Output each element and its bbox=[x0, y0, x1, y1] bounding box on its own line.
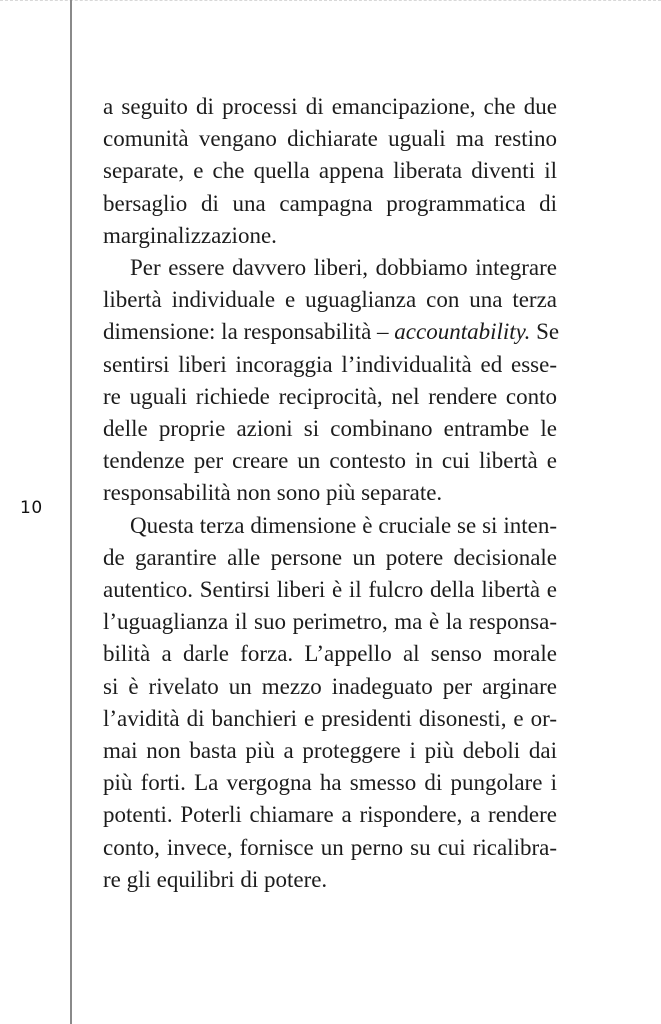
text-line: mai non basta più a proteggere i più deboli dai bbox=[103, 738, 557, 764]
text-line: re uguali richiede reciprocità, nel rendere conto bbox=[103, 383, 557, 409]
text-line-with-italic bbox=[103, 316, 560, 348]
paragraph-1 bbox=[103, 91, 557, 252]
text-line: autentico. Sentirsi liberi è il fulcro della libertà e bbox=[103, 577, 557, 603]
text-line: Questa terza dimensione è cruciale se si inten- bbox=[130, 512, 557, 538]
text-line: responsabilità non sono più separate. bbox=[103, 480, 443, 506]
text-line: marginalizzazione. bbox=[103, 222, 277, 248]
text-segment: Se bbox=[536, 319, 560, 345]
paragraph-2 bbox=[103, 252, 560, 510]
text-line: bersaglio di una campagna programmatica di bbox=[103, 190, 557, 216]
page-top-border bbox=[0, 0, 661, 1]
text-line: conto, invece, fornisce un perno su cui ricalibra- bbox=[103, 834, 557, 860]
text-line: l’avidità di banchieri e presidenti disonesti, e or- bbox=[103, 705, 557, 731]
text-line: l’uguaglianza il suo perimetro, ma è la responsa- bbox=[103, 609, 557, 635]
page-number: 10 bbox=[20, 498, 43, 518]
paragraph-3 bbox=[103, 510, 557, 896]
text-line: tendenze per creare un contesto in cui libertà e bbox=[103, 448, 557, 474]
text-segment: dimensione: la responsabilità – bbox=[103, 319, 389, 345]
text-line: de garantire alle persone un potere decisionale bbox=[103, 544, 557, 570]
text-line: più forti. La vergogna ha smesso di pungolare i bbox=[103, 770, 557, 796]
text-line: potenti. Poterli chiamare a rispondere, a rendere bbox=[103, 802, 557, 828]
text-line: libertà individuale e uguaglianza con una terza bbox=[103, 287, 557, 313]
text-line: comunità vengano dichiarate uguali ma restino bbox=[103, 126, 557, 152]
text-line: Per essere davvero liberi, dobbiamo integrare bbox=[130, 255, 557, 281]
text-line: si è rivelato un mezzo inadeguato per arginare bbox=[103, 673, 557, 699]
text-line: sentirsi liberi incoraggia l’individualità ed esse- bbox=[103, 351, 557, 377]
text-line: bilità a darle forza. L’appello al senso morale bbox=[103, 641, 557, 667]
text-line: a seguito di processi di emancipazione, che due bbox=[103, 94, 557, 119]
text-line: separate, e che quella appena liberata diventi il bbox=[103, 158, 557, 184]
margin-rule bbox=[70, 0, 72, 1024]
body-text bbox=[103, 91, 560, 896]
text-line: re gli equilibri di potere. bbox=[103, 866, 328, 892]
italic-term: accountability. bbox=[394, 319, 531, 345]
text-line: delle proprie azioni si combinano entrambe le bbox=[103, 416, 557, 442]
